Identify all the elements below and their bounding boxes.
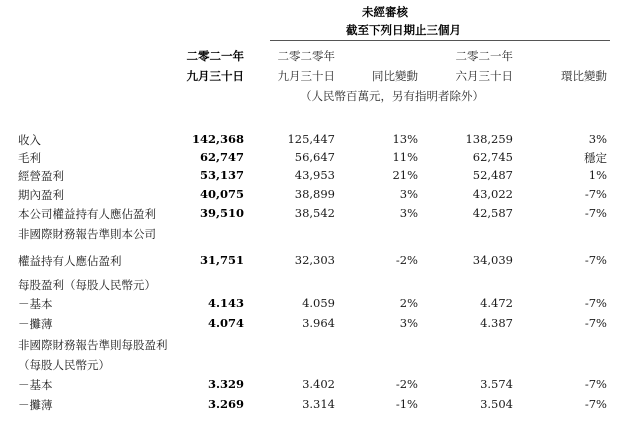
cell-c2: 38,542 <box>294 206 335 220</box>
cell-c3: 2% <box>399 296 418 310</box>
cell-c5: -7% <box>584 253 607 267</box>
cell-c2: 125,447 <box>287 132 335 146</box>
cell-c1: 3.329 <box>207 377 244 391</box>
period-underline <box>270 40 610 41</box>
cell-c4: 52,487 <box>472 168 513 182</box>
cell-c3: 3% <box>399 187 418 201</box>
row-label: 收入 <box>18 133 41 147</box>
cell-c1: 3.269 <box>207 397 244 411</box>
cell-c4: 138,259 <box>465 132 513 146</box>
cell-c3: 3% <box>399 316 418 330</box>
cell-c5: -7% <box>584 377 607 391</box>
row-label: 每股盈利（每股人民幣元） <box>18 278 156 292</box>
cell-c2: 56,647 <box>294 150 335 164</box>
col2-year: 二零二零年 <box>277 49 335 63</box>
row-label: 經營盈利 <box>18 169 64 183</box>
period-heading: 截至下列日期止三個月 <box>346 23 461 37</box>
unit-note: （人民幣百萬元，另有指明者除外） <box>300 89 484 103</box>
row-label: －基本 <box>18 378 53 392</box>
row-label: －基本 <box>18 297 53 311</box>
cell-c2: 43,953 <box>294 168 335 182</box>
row-label: 非國際財務報告準則每股盈利 <box>18 338 168 352</box>
cell-c1: 62,747 <box>199 150 244 164</box>
cell-c2: 3.402 <box>302 377 335 391</box>
cell-c1: 40,075 <box>199 187 244 201</box>
cell-c5: -7% <box>584 296 607 310</box>
row-label: 期內盈利 <box>18 188 64 202</box>
cell-c1: 4.074 <box>207 316 244 330</box>
row-label: －攤薄 <box>18 317 53 331</box>
cell-c1: 53,137 <box>199 168 244 182</box>
row-label: 毛利 <box>18 151 41 165</box>
cell-c4: 3.574 <box>480 377 513 391</box>
cell-c5: 1% <box>588 168 607 182</box>
cell-c2: 32,303 <box>294 253 335 267</box>
row-label: 權益持有人應佔盈利 <box>18 254 122 268</box>
cell-c3: 11% <box>392 150 418 164</box>
cell-c2: 3.964 <box>302 316 335 330</box>
col2-date: 九月三十日 <box>277 69 335 83</box>
cell-c1: 142,368 <box>191 132 244 146</box>
cell-c2: 38,899 <box>294 187 335 201</box>
row-label: －攤薄 <box>18 398 53 412</box>
cell-c5: 穩定 <box>584 151 607 165</box>
cell-c4: 4.472 <box>480 296 513 310</box>
cell-c4: 42,587 <box>472 206 513 220</box>
unaudited-heading: 未經審核 <box>362 5 408 19</box>
cell-c1: 39,510 <box>199 206 244 220</box>
col4-year: 二零二一年 <box>455 49 513 63</box>
cell-c3: 3% <box>399 206 418 220</box>
col1-date: 九月三十日 <box>186 69 244 83</box>
cell-c5: -7% <box>584 397 607 411</box>
cell-c4: 34,039 <box>472 253 513 267</box>
col3-title: 同比變動 <box>372 69 418 83</box>
cell-c3: -1% <box>395 397 418 411</box>
row-label: （每股人民幣元） <box>18 358 110 372</box>
cell-c3: -2% <box>395 253 418 267</box>
cell-c3: -2% <box>395 377 418 391</box>
cell-c5: -7% <box>584 206 607 220</box>
cell-c4: 3.504 <box>480 397 513 411</box>
cell-c4: 62,745 <box>472 150 513 164</box>
col4-date: 六月三十日 <box>455 69 513 83</box>
cell-c5: -7% <box>584 187 607 201</box>
cell-c1: 4.143 <box>207 296 244 310</box>
row-label: 本公司權益持有人應佔盈利 <box>18 207 156 221</box>
col5-title: 環比變動 <box>561 69 607 83</box>
cell-c3: 13% <box>392 132 418 146</box>
cell-c2: 4.059 <box>302 296 335 310</box>
cell-c4: 43,022 <box>472 187 513 201</box>
cell-c2: 3.314 <box>302 397 335 411</box>
col1-year: 二零二一年 <box>186 49 244 63</box>
cell-c4: 4.387 <box>480 316 513 330</box>
cell-c5: -7% <box>584 316 607 330</box>
cell-c3: 21% <box>392 168 418 182</box>
cell-c5: 3% <box>588 132 607 146</box>
cell-c1: 31,751 <box>199 253 244 267</box>
row-label: 非國際財務報告準則本公司 <box>18 227 156 241</box>
